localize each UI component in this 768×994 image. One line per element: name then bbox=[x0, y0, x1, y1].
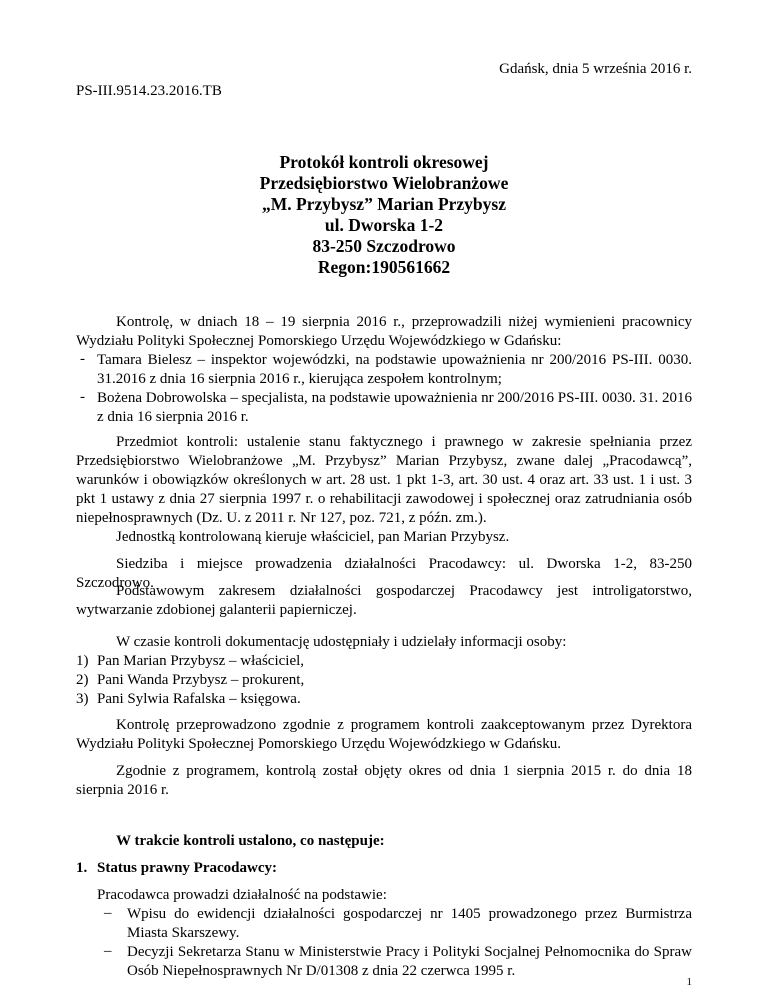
section-number: 1. bbox=[76, 860, 88, 876]
management-paragraph: Jednostką kontrolowaną kieruje właściciel, pan Marian Przybysz. bbox=[116, 529, 510, 545]
reference-number: PS-III.9514.23.2016.TB bbox=[76, 83, 222, 99]
subject-paragraph: Przedmiot kontroli: ustalenie stanu faktycznego i prawnego w zakresie spełniania przez Przedsiębiorstwo Wielobranżowe „M. Przybysz” Marian Przybysz, zwane dalej „Pracodawcą”, warunków i obowiązków określonych w art. 28 ust. 1 pkt 1-3, art. 30 ust. 4 oraz art. 33 ust. 1 i ust. 3 pkt 1 ustawy z dnia 27 sierpnia 1997 r. o rehabilitacji zawodowej i społecznej oraz zatrudniania osób niepełnosprawnych (Dz. U. z 2011 r. Nr 127, poz. 721, z późn. zm.). bbox=[76, 434, 692, 526]
person-item: Pani Sylwia Rafalska – księgowa. bbox=[97, 691, 301, 707]
person-number: 3) bbox=[76, 691, 89, 707]
section-item: Decyzji Sekretarza Stanu w Ministerstwie Pracy i Polityki Socjalnej Pełnomocnika do Spraw Osób Niepełnosprawnych Nr D/01308 z dnia 22 czerwca 1995 r. bbox=[127, 944, 692, 979]
page-number: 1 bbox=[686, 976, 692, 988]
company-street: ul. Dworska 1-2 bbox=[324, 215, 444, 235]
company-regon: Regon:190561662 bbox=[317, 257, 451, 277]
section-item: Wpisu do ewidencji działalności gospodarczej nr 1405 prowadzonego przez Burmistrza Miasta Skarszewy. bbox=[127, 906, 692, 941]
section-heading: Status prawny Pracodawcy: bbox=[97, 860, 277, 876]
company-trade-name: „M. Przybysz” Marian Przybysz bbox=[262, 194, 506, 214]
findings-heading: W trakcie kontroli ustalono, co następuje: bbox=[116, 833, 385, 849]
company-name: Przedsiębiorstwo Wielobranżowe bbox=[259, 173, 509, 193]
inspector-marker: - bbox=[80, 389, 85, 405]
company-postal-city: 83-250 Szczodrowo bbox=[312, 236, 456, 256]
scope-paragraph: Podstawowym zakresem działalności gospodarczej Pracodawcy jest introligatorstwo, wytwarzanie zdobionej galanterii papierniczej. bbox=[76, 583, 692, 618]
program-paragraph: Kontrolę przeprowadzono zgodnie z programem kontroli zaakceptowanym przez Dyrektora Wydziału Polityki Społecznej Pomorskiego Urzędu Wojewódzkiego w Gdańsku. bbox=[76, 717, 692, 752]
place-date: Gdańsk, dnia 5 września 2016 r. bbox=[499, 61, 692, 77]
person-item: Pan Marian Przybysz – właściciel, bbox=[97, 653, 305, 669]
person-number: 2) bbox=[76, 672, 89, 688]
intro-paragraph: Kontrolę, w dniach 18 – 19 sierpnia 2016 r., przeprowadzili niżej wymienieni pracownicy Wydziału Polityki Społecznej Pomorskiego Urzędu Wojewódzkiego w Gdańsku: bbox=[76, 314, 692, 349]
person-number: 1) bbox=[76, 653, 89, 669]
document-title: Protokół kontroli okresowej bbox=[279, 152, 489, 172]
inspector-item: Tamara Bielesz – inspektor wojewódzki, na podstawie upoważnienia nr 200/2016 PS-III. 0030. 31.2016 z dnia 16 sierpnia 2016 r., kierująca zespołem kontrolnym; bbox=[97, 352, 692, 387]
section-item-marker: – bbox=[104, 905, 112, 921]
section-item-marker: – bbox=[104, 943, 112, 959]
persons-intro: W czasie kontroli dokumentację udostępniały i udzielały informacji osoby: bbox=[116, 634, 567, 650]
person-item: Pani Wanda Przybysz – prokurent, bbox=[97, 672, 305, 688]
seat-paragraph: Siedziba i miejsce prowadzenia działalności Pracodawcy: ul. Dworska 1-2, 83-250 Szczodrowo. bbox=[76, 556, 692, 591]
inspector-item: Bożena Dobrowolska – specjalista, na podstawie upoważnienia nr 200/2016 PS-III. 0030. 31. 2016 z dnia 16 sierpnia 2016 r. bbox=[97, 390, 692, 425]
inspector-marker: - bbox=[80, 351, 85, 367]
period-paragraph: Zgodnie z programem, kontrolą został objęty okres od dnia 1 sierpnia 2015 r. do dnia 18 sierpnia 2016 r. bbox=[76, 763, 692, 798]
section-intro: Pracodawca prowadzi działalność na podstawie: bbox=[97, 887, 387, 903]
